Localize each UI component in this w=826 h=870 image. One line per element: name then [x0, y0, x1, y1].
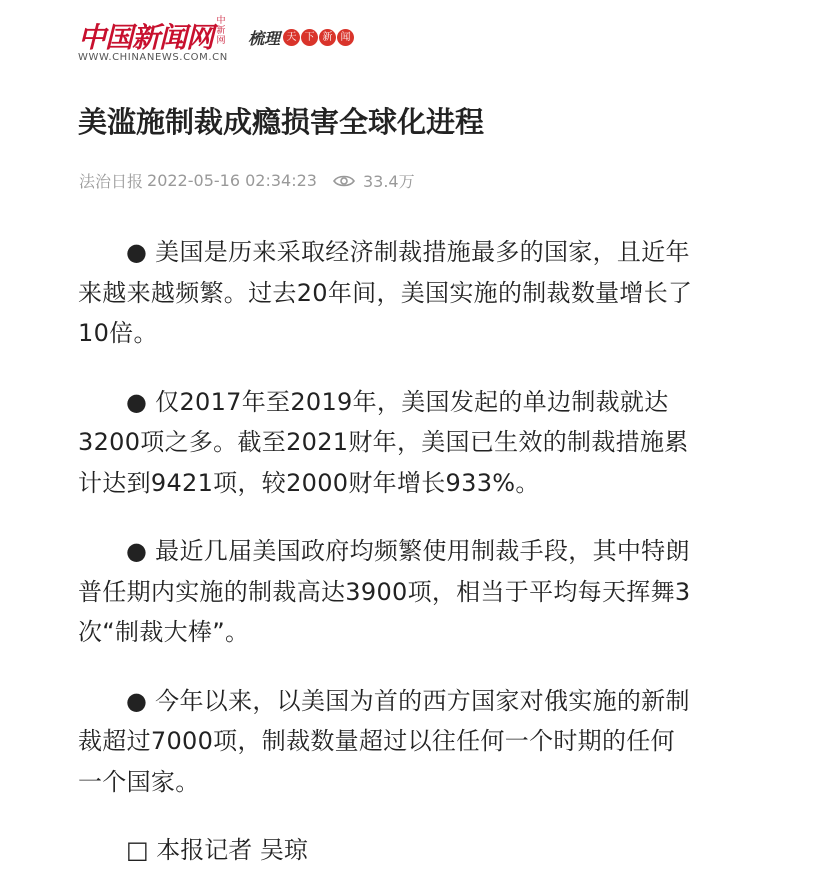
article-datetime: 2022-05-16 02:34:23 [147, 170, 317, 190]
article-source: 法治日报 [79, 171, 144, 191]
column-brand[interactable] [248, 26, 354, 48]
column-brand-script: 梳理 [248, 28, 281, 48]
view-count: 33.4万 [362, 171, 415, 191]
article-paragraph: ● 最近几届美国政府均频繁使用制裁手段，其中特朗普任期内实施的制裁高达3900项，相当于平均每天挥舞3次“制裁大棒”。 [78, 537, 691, 646]
seal-char: 闻 [337, 29, 354, 46]
article-paragraph: ● 今年以来，以美国为首的西方国家对俄实施的新制裁超过7000项，制裁数量超过以往任何一个时期的任何一个国家。 [78, 686, 690, 796]
article-body [78, 232, 698, 870]
eye-icon [333, 173, 355, 187]
site-header [78, 14, 378, 66]
article-paragraph: ● 美国是历来采取经济制裁措施最多的国家，且近年来越来越频繁。过去20年间，美国实施的制裁数量增长了10倍。 [78, 238, 693, 347]
seal-char: 下 [301, 29, 318, 46]
logo-abbreviation: 中新网 [216, 16, 226, 46]
article-byline: □ 本报记者 吴琼 [126, 836, 308, 864]
article-meta [79, 168, 415, 192]
seal-char: 新 [319, 29, 336, 46]
article-title: 美滥施制裁成瘾损害全球化进程 [78, 105, 485, 139]
article-paragraph: ● 仅2017年至2019年，美国发起的单边制裁就达3200项之多。截至2021财年，美国已生效的制裁措施累计达到9421项，较2000财年增长933%。 [78, 387, 689, 497]
site-logo[interactable]: 中国新闻网 [78, 21, 214, 54]
column-brand-seal [283, 29, 354, 46]
seal-char: 天 [283, 29, 300, 46]
logo-url: WWW.CHINANEWS.COM.CN [78, 52, 228, 63]
